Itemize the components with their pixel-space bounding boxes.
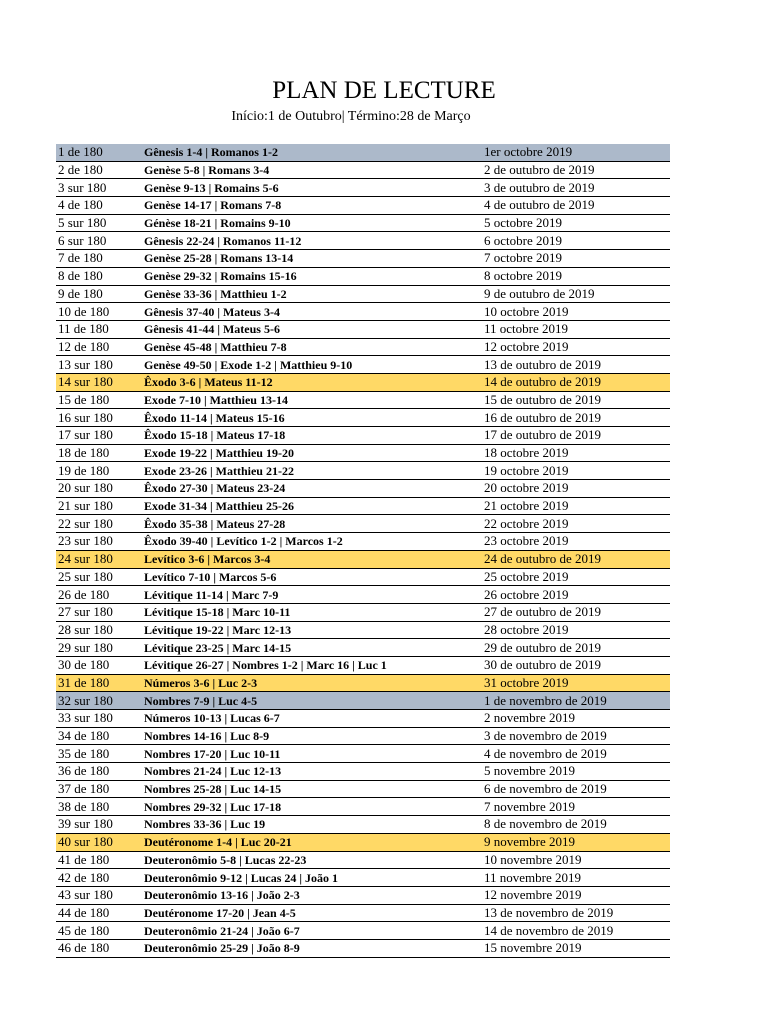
- table-row: [56, 586, 670, 604]
- table-row: [56, 621, 670, 639]
- table-row: [56, 533, 670, 551]
- reading-cell: Êxodo 3-6 | Mateus 11-12: [142, 373, 482, 391]
- table-row: [56, 763, 670, 781]
- day-cell: 39 sur 180: [56, 816, 142, 834]
- reading-cell: Deuteronômio 25-29 | João 8-9: [142, 939, 482, 957]
- day-cell: 21 sur 180: [56, 497, 142, 515]
- day-cell: 3 sur 180: [56, 179, 142, 197]
- table-row: [56, 320, 670, 338]
- date-cell: 8 octobre 2019: [482, 267, 670, 285]
- reading-cell: Deuteronômio 9-12 | Lucas 24 | João 1: [142, 869, 482, 887]
- date-cell: 5 octobre 2019: [482, 214, 670, 232]
- date-cell: 1er octobre 2019: [482, 144, 670, 161]
- day-cell: 15 de 180: [56, 391, 142, 409]
- date-cell: 12 novembre 2019: [482, 886, 670, 904]
- date-cell: 11 octobre 2019: [482, 320, 670, 338]
- date-cell: 23 octobre 2019: [482, 533, 670, 551]
- reading-cell: Deuteronômio 21-24 | João 6-7: [142, 922, 482, 940]
- date-cell: 3 de novembro de 2019: [482, 727, 670, 745]
- date-cell: 24 de outubro de 2019: [482, 550, 670, 568]
- reading-cell: Lévitique 23-25 | Marc 14-15: [142, 639, 482, 657]
- date-cell: 14 de outubro de 2019: [482, 373, 670, 391]
- table-row: [56, 710, 670, 728]
- day-cell: 1 de 180: [56, 144, 142, 161]
- date-cell: 15 novembre 2019: [482, 939, 670, 957]
- day-cell: 30 de 180: [56, 656, 142, 674]
- date-cell: 25 octobre 2019: [482, 568, 670, 586]
- reading-cell: Genèse 25-28 | Romans 13-14: [142, 250, 482, 268]
- day-cell: 17 sur 180: [56, 427, 142, 445]
- day-cell: 10 de 180: [56, 303, 142, 321]
- reading-cell: Nombres 25-28 | Luc 14-15: [142, 780, 482, 798]
- reading-cell: Exode 7-10 | Matthieu 13-14: [142, 391, 482, 409]
- date-cell: 17 de outubro de 2019: [482, 427, 670, 445]
- reading-cell: Genèse 14-17 | Romans 7-8: [142, 197, 482, 215]
- table-row: [56, 851, 670, 869]
- reading-cell: Nombres 29-32 | Luc 17-18: [142, 798, 482, 816]
- day-cell: 26 de 180: [56, 586, 142, 604]
- day-cell: 11 de 180: [56, 320, 142, 338]
- date-cell: 13 de outubro de 2019: [482, 356, 670, 374]
- reading-cell: Levítico 7-10 | Marcos 5-6: [142, 568, 482, 586]
- date-cell: 11 novembre 2019: [482, 869, 670, 887]
- reading-cell: Lévitique 19-22 | Marc 12-13: [142, 621, 482, 639]
- table-row: [56, 816, 670, 834]
- date-cell: 8 de novembro de 2019: [482, 816, 670, 834]
- day-cell: 2 de 180: [56, 161, 142, 179]
- day-cell: 18 de 180: [56, 444, 142, 462]
- reading-cell: Genèse 33-36 | Matthieu 1-2: [142, 285, 482, 303]
- date-cell: 13 de novembro de 2019: [482, 904, 670, 922]
- date-cell: 3 de outubro de 2019: [482, 179, 670, 197]
- day-cell: 6 sur 180: [56, 232, 142, 250]
- table-row: [56, 214, 670, 232]
- date-cell: 21 octobre 2019: [482, 497, 670, 515]
- day-cell: 46 de 180: [56, 939, 142, 957]
- reading-cell: Deutéronome 1-4 | Luc 20-21: [142, 833, 482, 851]
- day-cell: 4 de 180: [56, 197, 142, 215]
- reading-cell: Genèse 9-13 | Romains 5-6: [142, 179, 482, 197]
- reading-cell: Deuteronômio 13-16 | João 2-3: [142, 886, 482, 904]
- table-row: [56, 550, 670, 568]
- reading-cell: Nombres 14-16 | Luc 8-9: [142, 727, 482, 745]
- reading-cell: Deuteronômio 5-8 | Lucas 22-23: [142, 851, 482, 869]
- table-row: [56, 922, 670, 940]
- reading-cell: Deutéronome 17-20 | Jean 4-5: [142, 904, 482, 922]
- reading-cell: Gênesis 37-40 | Mateus 3-4: [142, 303, 482, 321]
- reading-cell: Exode 19-22 | Matthieu 19-20: [142, 444, 482, 462]
- date-cell: 31 octobre 2019: [482, 674, 670, 692]
- table-row: [56, 480, 670, 498]
- table-row: [56, 939, 670, 957]
- date-cell: 4 de outubro de 2019: [482, 197, 670, 215]
- reading-cell: Gênesis 1-4 | Romanos 1-2: [142, 144, 482, 161]
- table-row: [56, 745, 670, 763]
- day-cell: 5 sur 180: [56, 214, 142, 232]
- date-cell: 2 novembre 2019: [482, 710, 670, 728]
- date-cell: 1 de novembro de 2019: [482, 692, 670, 710]
- day-cell: 41 de 180: [56, 851, 142, 869]
- reading-cell: Êxodo 35-38 | Mateus 27-28: [142, 515, 482, 533]
- day-cell: 7 de 180: [56, 250, 142, 268]
- reading-cell: Genèse 29-32 | Romains 15-16: [142, 267, 482, 285]
- day-cell: 38 de 180: [56, 798, 142, 816]
- day-cell: 43 sur 180: [56, 886, 142, 904]
- reading-cell: Nombres 21-24 | Luc 12-13: [142, 763, 482, 781]
- day-cell: 20 sur 180: [56, 480, 142, 498]
- date-cell: 29 de outubro de 2019: [482, 639, 670, 657]
- day-cell: 32 sur 180: [56, 692, 142, 710]
- day-cell: 29 sur 180: [56, 639, 142, 657]
- reading-cell: Exode 31-34 | Matthieu 25-26: [142, 497, 482, 515]
- day-cell: 14 sur 180: [56, 373, 142, 391]
- table-row: [56, 497, 670, 515]
- table-row: [56, 232, 670, 250]
- day-cell: 8 de 180: [56, 267, 142, 285]
- table-row: [56, 303, 670, 321]
- reading-cell: Genèse 49-50 | Exode 1-2 | Matthieu 9-10: [142, 356, 482, 374]
- table-row: [56, 197, 670, 215]
- date-cell: 10 novembre 2019: [482, 851, 670, 869]
- table-row: [56, 338, 670, 356]
- reading-cell: Números 10-13 | Lucas 6-7: [142, 710, 482, 728]
- reading-plan-body: [56, 144, 670, 957]
- table-row: [56, 886, 670, 904]
- table-row: [56, 639, 670, 657]
- table-row: [56, 462, 670, 480]
- table-row: [56, 904, 670, 922]
- table-row: [56, 568, 670, 586]
- table-row: [56, 285, 670, 303]
- reading-cell: Lévitique 11-14 | Marc 7-9: [142, 586, 482, 604]
- table-row: [56, 869, 670, 887]
- reading-cell: Gênesis 22-24 | Romanos 11-12: [142, 232, 482, 250]
- day-cell: 9 de 180: [56, 285, 142, 303]
- reading-cell: Levítico 3-6 | Marcos 3-4: [142, 550, 482, 568]
- day-cell: 22 sur 180: [56, 515, 142, 533]
- table-row: [56, 144, 670, 161]
- reading-cell: Números 3-6 | Luc 2-3: [142, 674, 482, 692]
- reading-cell: Lévitique 15-18 | Marc 10-11: [142, 603, 482, 621]
- day-cell: 40 sur 180: [56, 833, 142, 851]
- day-cell: 42 de 180: [56, 869, 142, 887]
- table-row: [56, 603, 670, 621]
- table-row: [56, 798, 670, 816]
- reading-plan-table: [56, 144, 670, 958]
- reading-cell: Êxodo 39-40 | Levítico 1-2 | Marcos 1-2: [142, 533, 482, 551]
- day-cell: 16 sur 180: [56, 409, 142, 427]
- date-cell: 5 novembre 2019: [482, 763, 670, 781]
- date-cell: 9 novembre 2019: [482, 833, 670, 851]
- date-cell: 7 novembre 2019: [482, 798, 670, 816]
- day-cell: 13 sur 180: [56, 356, 142, 374]
- table-row: [56, 692, 670, 710]
- reading-cell: Nombres 33-36 | Luc 19: [142, 816, 482, 834]
- date-cell: 12 octobre 2019: [482, 338, 670, 356]
- date-cell: 30 de outubro de 2019: [482, 656, 670, 674]
- date-cell: 16 de outubro de 2019: [482, 409, 670, 427]
- reading-cell: Êxodo 15-18 | Mateus 17-18: [142, 427, 482, 445]
- day-cell: 31 de 180: [56, 674, 142, 692]
- table-row: [56, 373, 670, 391]
- table-row: [56, 356, 670, 374]
- table-row: [56, 250, 670, 268]
- date-cell: 15 de outubro de 2019: [482, 391, 670, 409]
- day-cell: 33 sur 180: [56, 710, 142, 728]
- reading-cell: Êxodo 27-30 | Mateus 23-24: [142, 480, 482, 498]
- day-cell: 36 de 180: [56, 763, 142, 781]
- date-cell: 9 de outubro de 2019: [482, 285, 670, 303]
- reading-cell: Génèse 18-21 | Romains 9-10: [142, 214, 482, 232]
- table-row: [56, 727, 670, 745]
- reading-cell: Gênesis 41-44 | Mateus 5-6: [142, 320, 482, 338]
- day-cell: 23 sur 180: [56, 533, 142, 551]
- page-title: PLAN DE LECTURE: [272, 77, 496, 104]
- date-cell: 27 de outubro de 2019: [482, 603, 670, 621]
- reading-cell: Nombres 17-20 | Luc 10-11: [142, 745, 482, 763]
- day-cell: 12 de 180: [56, 338, 142, 356]
- date-cell: 2 de outubro de 2019: [482, 161, 670, 179]
- table-row: [56, 161, 670, 179]
- day-cell: 28 sur 180: [56, 621, 142, 639]
- day-cell: 35 de 180: [56, 745, 142, 763]
- page-subtitle: Início:1 de Outubro| Término:28 de Março: [231, 109, 471, 124]
- reading-cell: Lévitique 26-27 | Nombres 1-2 | Marc 16 | Luc 1: [142, 656, 482, 674]
- table-row: [56, 515, 670, 533]
- day-cell: 45 de 180: [56, 922, 142, 940]
- table-row: [56, 179, 670, 197]
- date-cell: 22 octobre 2019: [482, 515, 670, 533]
- table-row: [56, 833, 670, 851]
- date-cell: 20 octobre 2019: [482, 480, 670, 498]
- date-cell: 28 octobre 2019: [482, 621, 670, 639]
- table-row: [56, 780, 670, 798]
- table-row: [56, 444, 670, 462]
- date-cell: 14 de novembro de 2019: [482, 922, 670, 940]
- reading-cell: Exode 23-26 | Matthieu 21-22: [142, 462, 482, 480]
- date-cell: 26 octobre 2019: [482, 586, 670, 604]
- day-cell: 37 de 180: [56, 780, 142, 798]
- day-cell: 34 de 180: [56, 727, 142, 745]
- table-row: [56, 656, 670, 674]
- day-cell: 19 de 180: [56, 462, 142, 480]
- table-row: [56, 391, 670, 409]
- reading-cell: Genèse 45-48 | Matthieu 7-8: [142, 338, 482, 356]
- day-cell: 27 sur 180: [56, 603, 142, 621]
- reading-cell: Genèse 5-8 | Romans 3-4: [142, 161, 482, 179]
- day-cell: 24 sur 180: [56, 550, 142, 568]
- date-cell: 7 octobre 2019: [482, 250, 670, 268]
- date-cell: 18 octobre 2019: [482, 444, 670, 462]
- date-cell: 10 octobre 2019: [482, 303, 670, 321]
- date-cell: 19 octobre 2019: [482, 462, 670, 480]
- reading-cell: Nombres 7-9 | Luc 4-5: [142, 692, 482, 710]
- day-cell: 25 sur 180: [56, 568, 142, 586]
- day-cell: 44 de 180: [56, 904, 142, 922]
- date-cell: 4 de novembro de 2019: [482, 745, 670, 763]
- date-cell: 6 de novembro de 2019: [482, 780, 670, 798]
- table-row: [56, 427, 670, 445]
- table-row: [56, 409, 670, 427]
- reading-cell: Êxodo 11-14 | Mateus 15-16: [142, 409, 482, 427]
- date-cell: 6 octobre 2019: [482, 232, 670, 250]
- table-row: [56, 674, 670, 692]
- table-row: [56, 267, 670, 285]
